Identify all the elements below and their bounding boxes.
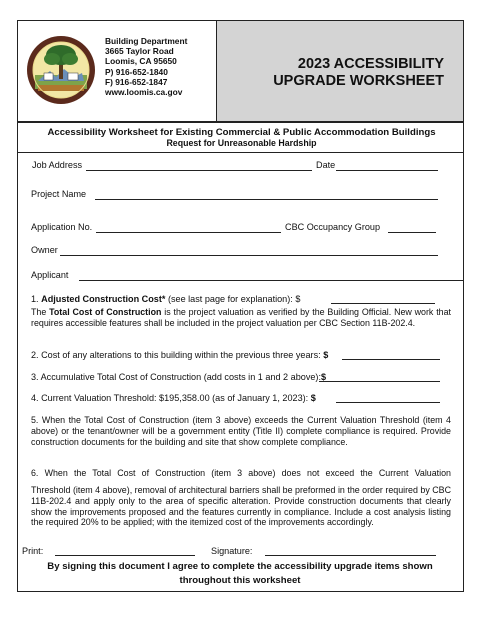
job-address-label: Job Address — [32, 160, 83, 170]
street-address: 3665 Taylor Road — [105, 46, 174, 57]
document-title-line1: 2023 ACCESSIBILITY — [297, 56, 444, 72]
item1-desc-prefix: The — [31, 307, 47, 317]
job-address-field[interactable] — [86, 170, 312, 171]
item1-instruction: (see last page for explanation): — [167, 294, 293, 304]
item1-number: 1. — [31, 294, 39, 304]
worksheet-subtitle-hardship: Request for Unreasonable Hardship — [166, 138, 317, 148]
occupancy-group-label: CBC Occupancy Group — [285, 222, 381, 232]
item1-amount-field[interactable] — [331, 303, 435, 304]
owner-label: Owner — [31, 245, 58, 255]
item1-title: Adjusted Construction Cost* — [41, 294, 166, 304]
phone-number: P) 916-652-1840 — [105, 66, 168, 77]
item4-label — [31, 393, 316, 404]
item3-dollar: $ — [320, 372, 327, 382]
item1-dollar: $ — [295, 294, 301, 304]
occupancy-group-field[interactable] — [388, 232, 436, 233]
item6-first-line: 6. When the Total Cost of Construction (item 3 above) does not exceed the Current Valuation — [31, 468, 451, 478]
document-title-line2: UPGRADE WORKSHEET — [273, 73, 444, 89]
date-field[interactable] — [336, 170, 438, 171]
project-name-label: Project Name — [31, 189, 87, 199]
item6-paragraph: Threshold (item 4 above), removal of architectural barriers shall be preformed in the order required by CBC 11B-202.4 and apply only to the area of specific alteration. Provide construction documents that clearly show the improvements proposed and the features currently in compliance. Include a cost analysis listing the required 20% to be applied; with the itemized cost of the improvements accordingly. — [31, 485, 451, 528]
subtitle-divider — [18, 152, 463, 153]
agreement-statement-line2: throughout this worksheet — [179, 575, 301, 586]
town-seal-logo — [26, 35, 96, 105]
applicant-label: Applicant — [31, 270, 69, 280]
application-no-label: Application No. — [31, 222, 93, 232]
project-name-field[interactable] — [95, 199, 438, 200]
owner-field[interactable] — [60, 255, 438, 256]
date-label: Date — [316, 160, 336, 170]
item3-amount-field[interactable] — [319, 381, 440, 382]
item4-text: 4. Current Valuation Threshold: $195,358.00 (as of January 1, 2023): — [31, 393, 309, 403]
header-contact-panel — [18, 21, 217, 121]
department-address-block — [105, 29, 187, 97]
header-box — [17, 20, 464, 122]
agreement-statement-line1: By signing this document I agree to complete the accessibility upgrade items shown — [47, 561, 433, 572]
print-name-field[interactable] — [55, 555, 195, 556]
item1-desc-rest: is the project valuation as verified by the Building Official. New work that requires accessible features shall be included in the project valuation per CBC Section 11B-202.4. — [31, 307, 451, 328]
worksheet-body — [17, 122, 464, 592]
item2-text: 2. Cost of any alterations to this building within the previous three years: — [31, 350, 321, 360]
item5-paragraph: 5. When the Total Cost of Construction (item 3 above) exceeds the Current Valuation Threshold (item 4 above) or the tenant/owner will be a government entity (Title II) complete compliance is required. Provide construction documents for the building and site that show complete compliance. — [31, 415, 451, 447]
item1-desc-bold: Total Cost of Construction — [49, 307, 162, 317]
print-label: Print: — [22, 546, 44, 556]
item4-amount-field[interactable] — [336, 402, 440, 403]
item1-label — [31, 294, 300, 305]
title-panel — [217, 21, 463, 121]
item4-dollar: $ — [310, 393, 316, 403]
item3-text: 3. Accumulative Total Cost of Construction (add costs in 1 and 2 above): — [31, 372, 321, 382]
item3-label — [31, 372, 326, 383]
signature-field[interactable] — [265, 555, 436, 556]
department-name: Building Department — [105, 36, 188, 46]
item1-description — [31, 307, 451, 329]
signature-label: Signature: — [211, 546, 253, 556]
fax-number: F) 916-652-1847 — [105, 76, 168, 87]
item2-dollar: $ — [323, 350, 329, 360]
applicant-field[interactable] — [79, 280, 463, 281]
worksheet-subtitle: Accessibility Worksheet for Existing Commercial & Public Accommodation Buildings — [47, 127, 436, 138]
website-link[interactable]: www.loomis.ca.gov — [105, 87, 183, 98]
city-zip: Loomis, CA 95650 — [105, 56, 177, 67]
item2-label — [31, 350, 328, 361]
item2-amount-field[interactable] — [342, 359, 440, 360]
application-no-field[interactable] — [96, 232, 281, 233]
